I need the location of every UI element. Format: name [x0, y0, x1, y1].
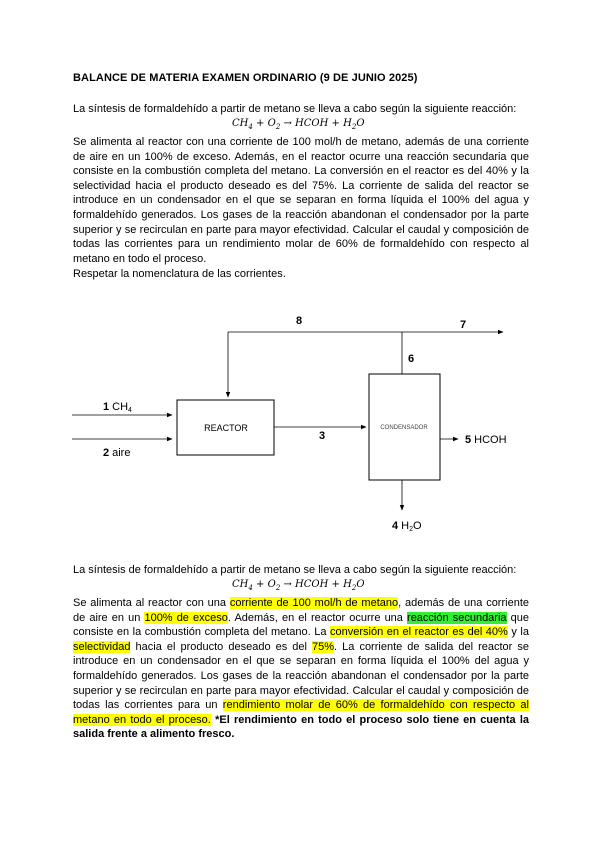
stream-3-label: 3 [319, 430, 326, 442]
highlight-selectivity: selectividad [73, 640, 131, 653]
nomenclature-note: Respetar la nomenclatura de las corrientes. [73, 268, 286, 280]
stream-4-label: 4 H2O [392, 520, 422, 533]
intro-text-repeat: La síntesis de formaldehído a partir de metano se lleva a cabo según la siguiente reacción: [73, 564, 517, 576]
stream-6-label: 6 [408, 353, 415, 365]
highlighted-paragraph: Se alimenta al reactor con una corriente de 100 mol/h de metano, además de una corriente de aire en un 100% de exceso. Además, en el reactor ocurre una reacción secundaria que consiste en la combustión completa del metano. La conversión en el reactor es del 40% y la selectividad hacia el producto deseado es del 75%. La corriente de salida del reactor se introduce en un condensador en el que se separan en forma líquida el 100% del agua y formaldehído generados. Los gases de la reacción abandonan el condensador por la parte superior y se recirculan en parte para mayor efectividad. Calcular el caudal y composición de todas las corrientes para un rendimiento molar de 60% de formaldehído con respecto al metano en todo el proceso. *El rendimiento en todo el proceso solo tiene en cuenta la salida frente a alimento fresco. [73, 597, 530, 741]
highlight-75: 75% [312, 640, 335, 653]
highlight-feed: corriente de 100 mol/h de metano [229, 597, 399, 609]
stream-2-label: 2 aire [103, 447, 131, 459]
highlight-excess: 100% de exceso [144, 611, 228, 624]
problem-paragraph: Se alimenta al reactor con una corriente de 100 mol/h de metano, además de una corriente de aire en un 100% de exceso. Además, en el reactor ocurre una reacción secundaria que consiste en la combustión completa del metano. La conversión en el reactor es del 40% y la selectividad hacia el producto deseado es del 75%. La corriente de salida del reactor se introduce en un condensador en el que se separan en forma líquida el 100% del agua y formaldehído generados. Los gases de la reacción abandonan el condensador por la parte superior y se recirculan en parte para mayor efectividad. Calcular el caudal y composición de todas las corrientes para un rendimiento molar de 60% de formaldehído con respecto al metano en todo el proceso. [73, 136, 529, 265]
stream-8-label: 8 [296, 315, 303, 327]
stream-7-label: 7 [460, 319, 467, 331]
highlight-yield: rendimiento molar de 60% de formaldehído con respecto al metano en todo el proceso. [73, 699, 529, 726]
reaction-equation: $CH_4 + O_2$ → HCOH + $H_2O$ [232, 118, 365, 131]
highlight-conversion: conversión en el reactor es del 40% [330, 626, 508, 639]
stream-1-label: 1 CH4 [103, 401, 132, 414]
stream-5-label: 5 HCOH [465, 434, 507, 446]
document-title: BALANCE DE MATERIA EXAMEN ORDINARIO (9 DE JUNIO 2025) [73, 72, 418, 84]
bold-footnote: *El rendimiento en todo el proceso solo tiene en cuenta la salida frente a alimento fresco. [73, 713, 530, 741]
condenser-label: CONDENSADOR [380, 425, 428, 431]
highlight-secondary-reaction: reacción secundaria [407, 611, 507, 624]
reactor-label: REACTOR [204, 423, 248, 433]
intro-text: La síntesis de formaldehído a partir de metano se lleva a cabo según la siguiente reacción: [73, 103, 517, 115]
reaction-equation-repeat: $CH_4 + O_2$ → HCOH + $H_2O$ [232, 579, 365, 592]
